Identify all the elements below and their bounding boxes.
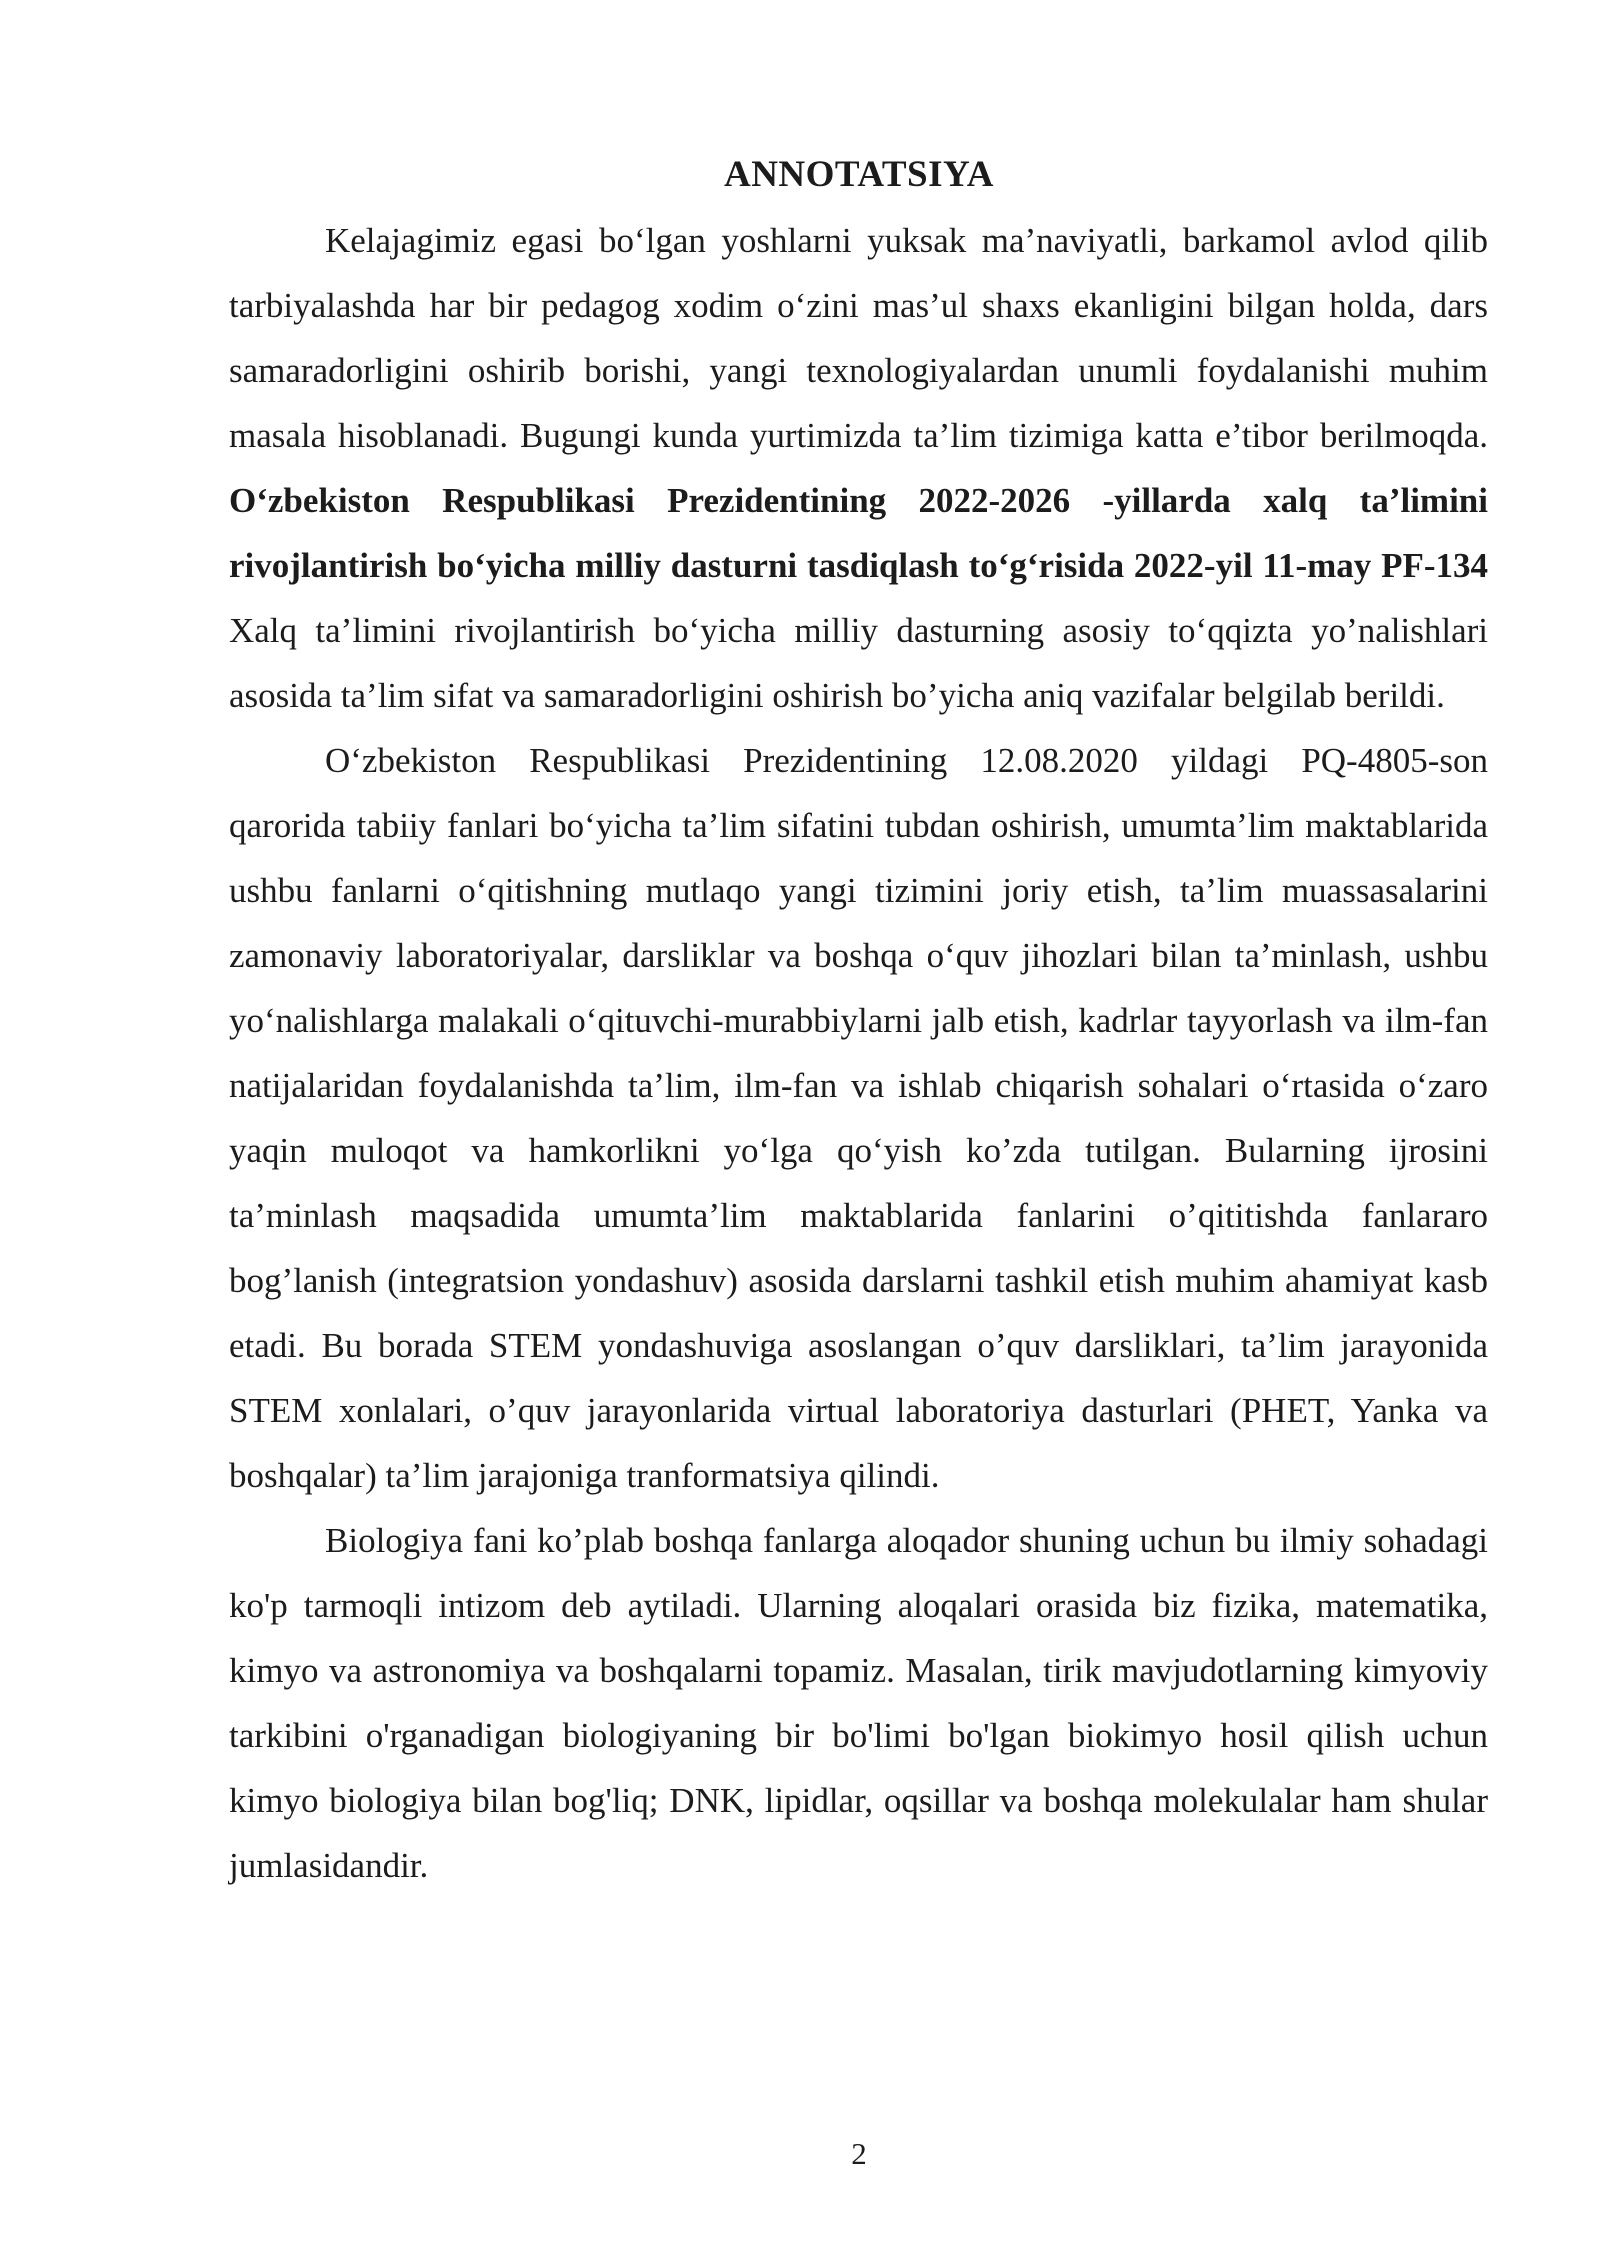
annotation-body <box>229 208 1488 1898</box>
paragraph-1-rest: Xalq ta’limini rivojlantirish bo‘yicha milliy dasturning asosiy to‘qqizta yo’nalishlari asosida ta’lim sifat va samaradorligini oshirish bo’yicha aniq vazifalar belgilab berildi. <box>229 611 1488 715</box>
paragraph-2: O‘zbekiston Respublikasi Prezidentining 12.08.2020 yildagi PQ-4805-son qarorida tabiiy fanlari bo‘yicha ta’lim sifatini tubdan oshirish, umumta’lim maktablarida ushbu fanlarni o‘qitishning mutlaqo yangi tizimini joriy etish, ta’lim muassasalarini zamonaviy laboratoriyalar, darsliklar va boshqa o‘quv jihozlari bilan ta’minlash, ushbu yo‘nalishlarga malakali o‘qituvchi-murabbiylarni jalb etish, kadrlar tayyorlash va ilm-fan natijalaridan foydalanishda ta’lim, ilm-fan va ishlab chiqarish sohalari o‘rtasida o‘zaro yaqin muloqot va hamkorlikni yo‘lga qo‘yish ko’zda tutilgan. Bularning ijrosini ta’minlash maqsadida umumta’lim maktablarida fanlarini o’qititishda fanlararo bog’lanish (integratsion yondashuv) asosida darslarni tashkil etish muhim ahamiyat kasb etadi. Bu borada STEM yondashuviga asoslangan o’quv darsliklari, ta’lim jarayonida STEM xonlalari, o’quv jarayonlarida virtual laboratoriya dasturlari (PHET, Yanka va boshqalar) ta’lim jarajoniga tranformatsiya qilindi. <box>229 741 1488 1495</box>
page-title: ANNOTATSIYA <box>723 154 995 195</box>
page-number: 2 <box>851 2136 867 2171</box>
paragraph-3: Biologiya fani ko’plab boshqa fanlarga aloqador shuning uchun bu ilmiy sohadagi ko'p tarmoqli intizom deb aytiladi. Ularning aloqalari orasida biz fizika, matematika, kimyo va astronomiya va boshqalarni topamiz. Masalan, tirik mavjudotlarning kimyoviy tarkibini o'rganadigan biologiyaning bir bo'limi bo'lgan biokimyo hosil qilish uchun kimyo biologiya bilan bog'liq; DNK, lipidlar, oqsillar va boshqa molekulalar ham shular jumlasidandir. <box>229 1521 1488 1885</box>
paragraph-1 <box>229 208 1488 728</box>
decree-reference: O‘zbekiston Respublikasi Prezidentining 2022-2026 -yillarda xalq ta’limini rivojlantirish bo‘yicha milliy dasturni tasdiqlash to‘g‘risida 2022-yil 11-may PF-134 <box>229 481 1488 585</box>
paragraph-1-intro: Kelajagimiz egasi bo‘lgan yoshlarni yuksak ma’naviyatli, barkamol avlod qilib tarbiyalashda har bir pedagog xodim o‘zini mas’ul shaxs ekanligini bilgan holda, dars samaradorligini oshirib borishi, yangi texnologiyalardan unumli foydalanishi muhim masala hisoblanadi. Bugungi kunda yurtimizda ta’lim tizimiga katta e’tibor berilmoqda. <box>229 221 1488 455</box>
